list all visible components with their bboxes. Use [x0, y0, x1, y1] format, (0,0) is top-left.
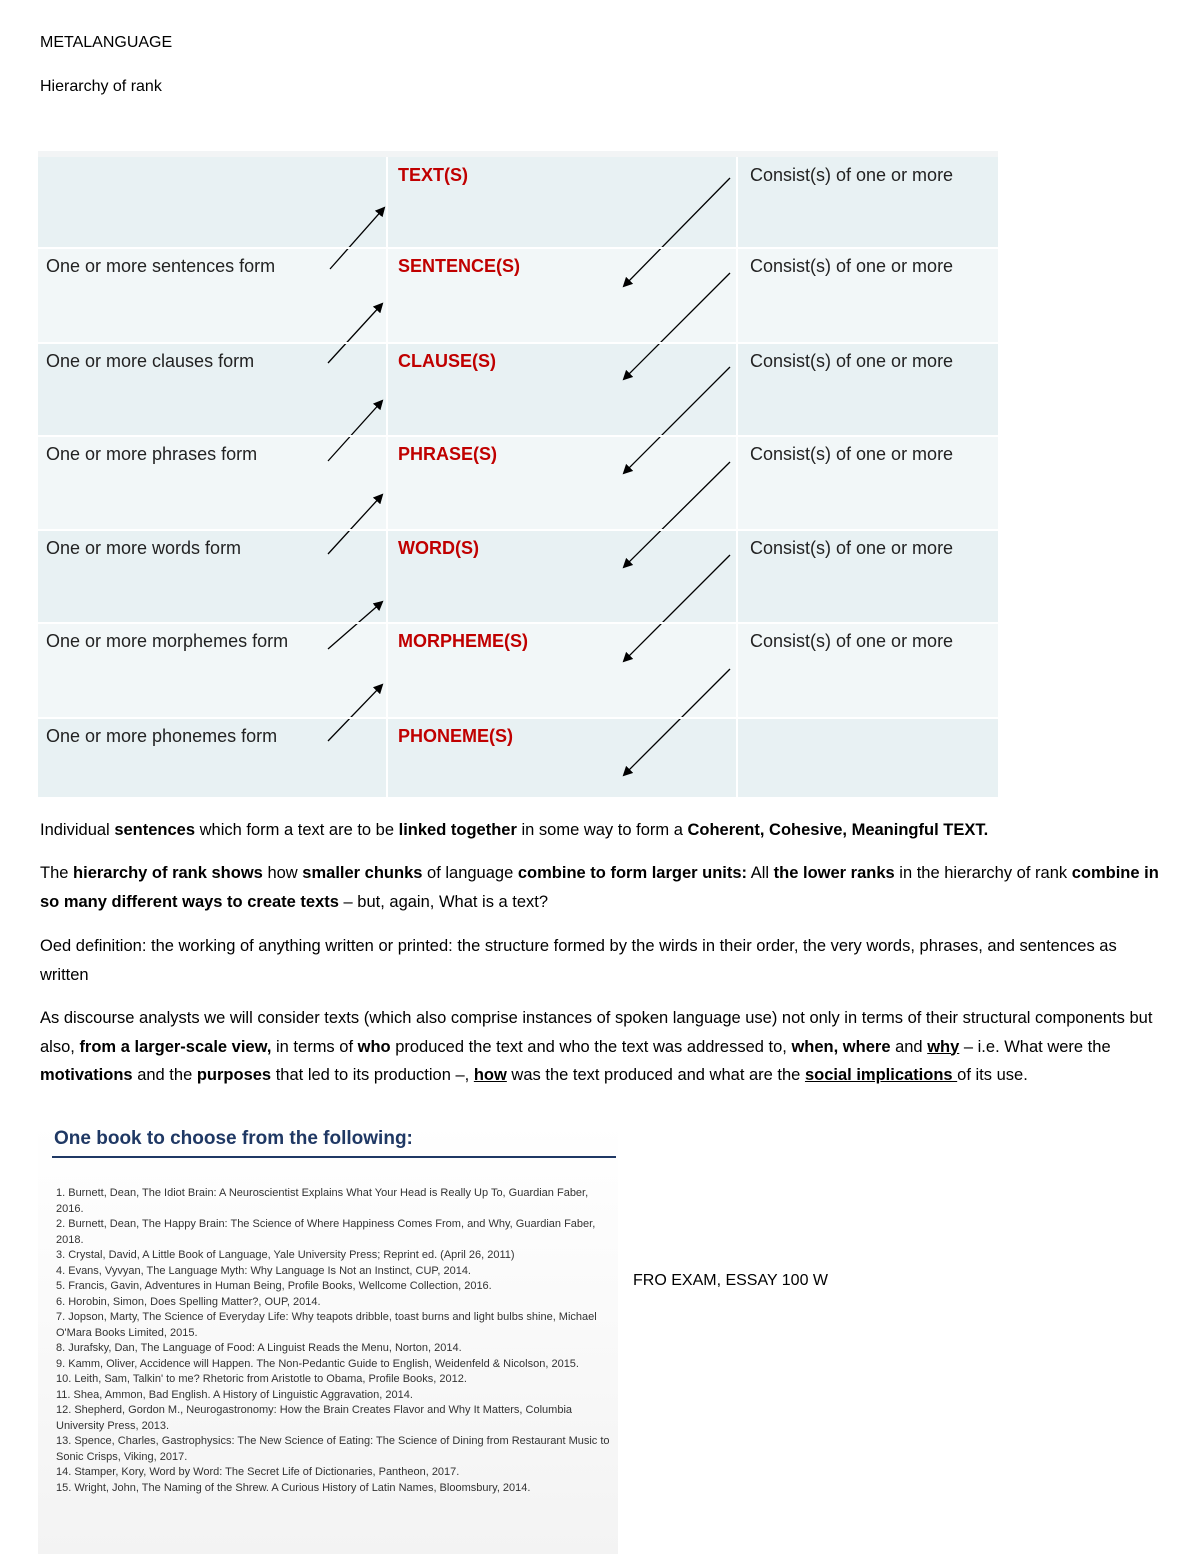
paragraph-segment: of its use. — [957, 1066, 1028, 1084]
book-list-item: 6. Horobin, Simon, Does Spelling Matter?, OUP, 2014. — [56, 1295, 321, 1308]
book-list-item: 12. Shepherd, Gordon M., Neurogastronomy: How the Brain Creates Flavor and Why It Matters, Columbia University Press, 2013. — [56, 1404, 573, 1432]
paragraph-segment: when, where — [791, 1037, 891, 1056]
paragraph-segment: combine to form larger units: — [517, 864, 748, 882]
paragraph-segment: As discourse analysts we will consider texts (which also comprise instances of spoken language use) not only in terms of their structural components but also, — [40, 1009, 1153, 1056]
paragraph-linked-sentences — [40, 816, 1165, 845]
row-right-label: Consist(s) of one or more — [750, 444, 954, 464]
book-list-item: 14. Stamper, Kory, Word by Word: The Secret Life of Dictionaries, Pantheon, 2017. — [56, 1466, 460, 1478]
paragraph-segment: The — [40, 864, 74, 882]
row-divider — [38, 247, 998, 249]
exam-note: FRO EXAM, ESSAY 100 W — [633, 1272, 829, 1289]
arrow-up-right — [330, 208, 384, 269]
paragraph-segment: and the — [132, 1066, 197, 1084]
row-divider — [38, 435, 998, 437]
book-list-item: 7. Jopson, Marty, The Science of Everyday Life: Why teapots dribble, toast burns and light bulbs shine, Michael O'Mara Books Limited, 2015. — [56, 1311, 597, 1339]
paragraph-segment: why — [927, 1037, 960, 1056]
row-right-label: Consist(s) of one or more — [750, 165, 954, 185]
book-list-divider — [52, 1156, 616, 1158]
paragraph-segment: in some way to form a — [516, 821, 688, 839]
paragraph-segment: that led to its production –, — [271, 1066, 474, 1084]
arrow-down-left — [624, 178, 730, 286]
document-title: METALANGUAGE — [40, 34, 173, 51]
row-right-label: Consist(s) of one or more — [750, 631, 954, 651]
row-left-label: One or more phonemes form — [46, 726, 278, 746]
paragraph-segment: of language — [422, 864, 518, 882]
rank-label: PHRASE(S) — [398, 444, 498, 464]
column-divider — [386, 157, 388, 797]
book-list-panel — [38, 1122, 618, 1554]
row-right-label: Consist(s) of one or more — [750, 351, 954, 371]
rank-label: TEXT(S) — [398, 165, 468, 185]
book-list-item: 8. Jurafsky, Dan, The Language of Food: A Linguist Reads the Menu, Norton, 2014. — [56, 1342, 462, 1354]
book-list-heading: One book to choose from the following: — [54, 1128, 413, 1149]
book-list-item: 1. Burnett, Dean, The Idiot Brain: A Neuroscientist Explains What Your Head is Really Up To, Guardian Faber, 2016. — [56, 1187, 589, 1215]
paragraph-segment: how — [473, 1066, 507, 1084]
paragraph-segment: social implications — [804, 1066, 958, 1084]
paragraph-segment: who — [357, 1037, 391, 1056]
row-left-label: One or more words form — [46, 538, 242, 558]
column-divider — [736, 157, 738, 797]
document-subtitle: Hierarchy of rank — [40, 78, 162, 95]
paragraph-segment: produced the text and who the text was addressed to, — [390, 1037, 792, 1056]
paragraph-segment: the lower ranks — [773, 864, 895, 882]
paragraph-discourse-analysts — [40, 1004, 1165, 1090]
arrow-down-left — [624, 555, 730, 661]
row-left-label: One or more clauses form — [46, 351, 255, 371]
row-left-label: One or more phrases form — [46, 444, 258, 464]
paragraph-segment: combine in so many different ways to create texts — [40, 864, 1159, 911]
paragraph-segment: Individual — [40, 821, 115, 839]
book-list-item: 5. Francis, Gavin, Adventures in Human Being, Profile Books, Wellcome Collection, 2016. — [56, 1280, 492, 1292]
arrow-up-right — [328, 495, 382, 554]
rank-label: CLAUSE(S) — [398, 351, 496, 371]
arrow-down-left — [624, 669, 730, 775]
book-list — [56, 1186, 612, 1496]
paragraph-segment: hierarchy of rank shows — [73, 864, 263, 882]
book-list-item: 10. Leith, Sam, Talkin' to me? Rhetoric from Aristotle to Obama, Profile Books, 2012. — [56, 1373, 467, 1385]
paragraph-hierarchy-explained — [40, 859, 1165, 916]
row-divider — [38, 622, 998, 624]
rank-label: MORPHEME(S) — [398, 631, 528, 651]
paragraph-segment: in terms of — [271, 1037, 358, 1056]
rank-label: WORD(S) — [398, 538, 479, 558]
book-list-item: 2. Burnett, Dean, The Happy Brain: The Science of Where Happiness Comes From, and Why, Guardian Faber, 2018. — [56, 1218, 596, 1246]
row-divider — [38, 342, 998, 344]
row-left-label: One or more morphemes form — [46, 631, 289, 651]
rank-label: PHONEME(S) — [398, 726, 514, 746]
paragraph-segment: sentences — [114, 821, 196, 839]
row-divider — [38, 529, 998, 531]
paragraph-segment: smaller chunks — [302, 864, 423, 882]
book-list-item: 4. Evans, Vyvyan, The Language Myth: Why Language Is Not an Instinct, CUP, 2014. — [56, 1264, 471, 1277]
paragraph-segment: Oed definition: the working of anything written or printed: the structure formed by the wirds in their order, the very words, phrases, and sentences as written — [40, 937, 1117, 984]
paragraph-segment: in the hierarchy of rank — [894, 864, 1072, 882]
paragraph-segment: – but, again, What is a text? — [338, 892, 549, 911]
rank-label: SENTENCE(S) — [398, 256, 521, 276]
book-list-item: 15. Wright, John, The Naming of the Shrew. A Curious History of Latin Names, Bloomsbury, 2014. — [56, 1481, 531, 1494]
book-list-item: 11. Shea, Ammon, Bad English. A History of Linguistic Aggravation, 2014. — [56, 1388, 413, 1401]
arrow-up-right — [328, 602, 382, 649]
paragraph-oed-definition — [40, 932, 1165, 989]
paragraph-segment: was the text produced and what are the — [506, 1066, 805, 1084]
paragraph-segment: from a larger-scale view, — [79, 1037, 272, 1056]
paragraph-segment: Coherent, Cohesive, Meaningful TEXT. — [687, 821, 989, 839]
hierarchy-of-rank-table — [38, 151, 998, 797]
book-list-item: 13. Spence, Charles, Gastrophysics: The New Science of Eating: The Science of Dining from Restaurant Music to Sonic Crisps, Viking, 2017. — [56, 1435, 610, 1463]
paragraph-segment: and — [890, 1037, 928, 1056]
paragraph-segment: motivations — [40, 1066, 133, 1084]
paragraph-segment: how — [262, 864, 303, 882]
paragraph-segment: purposes — [196, 1066, 272, 1084]
row-right-label: Consist(s) of one or more — [750, 256, 954, 276]
arrow-down-left — [624, 462, 730, 567]
row-left-label: One or more sentences form — [46, 256, 276, 276]
arrow-up-right — [328, 304, 382, 363]
book-list-item: 9. Kamm, Oliver, Accidence will Happen. The Non-Pedantic Guide to English, Weidenfeld & Nicolson, 2015. — [56, 1357, 579, 1370]
book-list-item: 3. Crystal, David, A Little Book of Language, Yale University Press; Reprint ed. (April 26, 2011) — [56, 1249, 515, 1261]
paragraph-segment: linked together — [398, 821, 517, 839]
paragraph-segment: which form a text are to be — [195, 821, 399, 839]
arrow-up-right — [328, 685, 382, 741]
paragraph-segment: – i.e. What were the — [959, 1037, 1111, 1056]
arrow-down-left — [624, 273, 730, 379]
row-right-label: Consist(s) of one or more — [750, 538, 954, 558]
arrow-up-right — [328, 401, 382, 461]
paragraph-segment: All — [747, 864, 774, 882]
arrow-down-left — [624, 367, 730, 473]
row-divider — [38, 717, 998, 719]
